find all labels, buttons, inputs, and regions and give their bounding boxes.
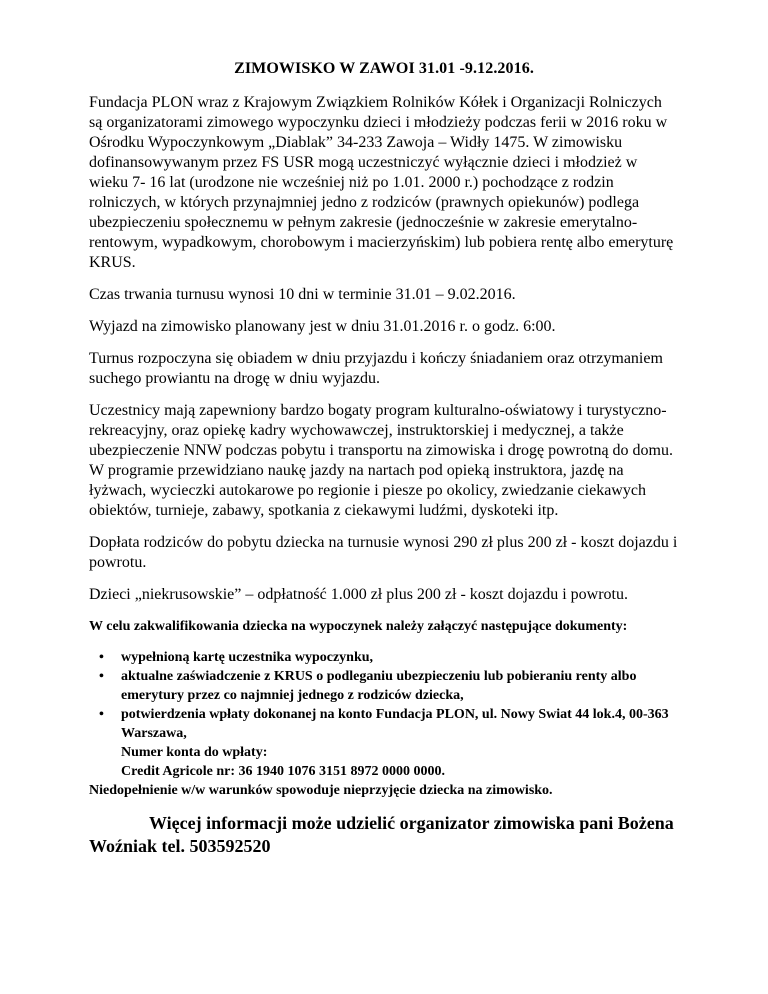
meals-paragraph: Turnus rozpoczyna się obiadem w dniu przyjazdu i kończy śniadaniem oraz otrzymaniem suchego prowiantu na drogę w dniu wyjazdu.: [89, 350, 663, 387]
non-krus-fee-paragraph: Dzieci „niekrusowskie” – odpłatność 1.000 zł plus 200 zł - koszt dojazdu i powrotu.: [89, 586, 628, 603]
list-item-text: wypełnioną kartę uczestnika wypoczynku,: [121, 650, 374, 665]
requirements-list: [89, 648, 679, 781]
bullet-icon: •: [99, 707, 104, 722]
list-item: [99, 667, 679, 705]
document-title: ZIMOWISKO W ZAWOI 31.01 -9.12.2016.: [234, 60, 534, 77]
bullet-icon: •: [99, 669, 104, 684]
document-body: [89, 93, 679, 870]
program-paragraph: Uczestnicy mają zapewniony bardzo bogaty program kulturalno-oświatowy i turystyczno-rekreacyjny, oraz opiekę kadry wychowawczej, instruktorskiej i medycznej, a także ubezpieczenie NNW podczas pobytu i transportu na zimowiska i drogę powrotną do domu. W programie przewidziano naukę jazdy na nartach pod opieką instruktora, jazdę na łyżwach, wycieczki autokarowe po regionie i piesze po okolicy, zwiedzanie ciekawych obiektów, turnieje, zabawy, spotkania z ciekawymi ludźmi, dyskoteki itp.: [89, 402, 673, 519]
account-number: Credit Agricole nr: 36 1940 1076 3151 8972 0000 0000.: [121, 764, 446, 779]
parent-fee-paragraph: Dopłata rodziców do pobytu dziecka na turnusie wynosi 290 zł plus 200 zł - koszt dojazdu i powrotu.: [89, 534, 678, 571]
requirements-intro: W celu zakwalifikowania dziecka na wypoczynek należy załączyć następujące dokumenty:: [89, 619, 628, 634]
account-label: Numer konta do wpłaty:: [121, 745, 268, 760]
intro-paragraph: Fundacja PLON wraz z Krajowym Związkiem Rolników Kółek i Organizacji Rolniczych są organizatorami zimowego wypoczynku dzieci i młodzieży podczas ferii w 2016 roku w Ośrodku Wypoczynkowym „Diablak” 34-233 Zawoja – Widły 1475. W zimowisku dofinansowywanym przez FS USR mogą uczestniczyć wyłącznie dzieci i młodzież w wieku 7- 16 lat (urodzone nie wcześniej niż po 1.01. 2000 r.) pochodzące z rodzin rolniczych, w których przynajmniej jedno z rodziców (prawnych opiekunów) podlega ubezpieczeniu społecznemu w pełnym zakresie (jednocześnie w zakresie emerytalno-rentowym, wypadkowym, chorobowym i macierzyńskim) lub pobiera rentę albo emeryturę KRUS.: [89, 94, 674, 271]
list-item-text: potwierdzenia wpłaty dokonanej na konto Fundacja PLON, ul. Nowy Swiat 44 lok.4, 00-363 Warszawa,: [121, 707, 669, 741]
duration-paragraph: Czas trwania turnusu wynosi 10 dni w terminie 31.01 – 9.02.2016.: [89, 286, 516, 303]
list-item: [99, 705, 679, 781]
bullet-icon: •: [99, 650, 104, 665]
list-item: [99, 648, 679, 667]
departure-paragraph: Wyjazd na zimowisko planowany jest w dniu 31.01.2016 r. o godz. 6:00.: [89, 318, 556, 335]
contact-info: Więcej informacji może udzielić organizator zimowiska pani Bożena Woźniak tel. 503592520: [89, 813, 674, 856]
list-item-text: aktualne zaświadczenie z KRUS o podleganiu ubezpieczeniu lub pobieraniu renty albo emerytury przez co najmniej jednego z rodziców dziecka,: [121, 669, 637, 703]
warning-note: Niedopełnienie w/w warunków spowoduje nieprzyjęcie dziecka na zimowisko.: [89, 783, 553, 798]
